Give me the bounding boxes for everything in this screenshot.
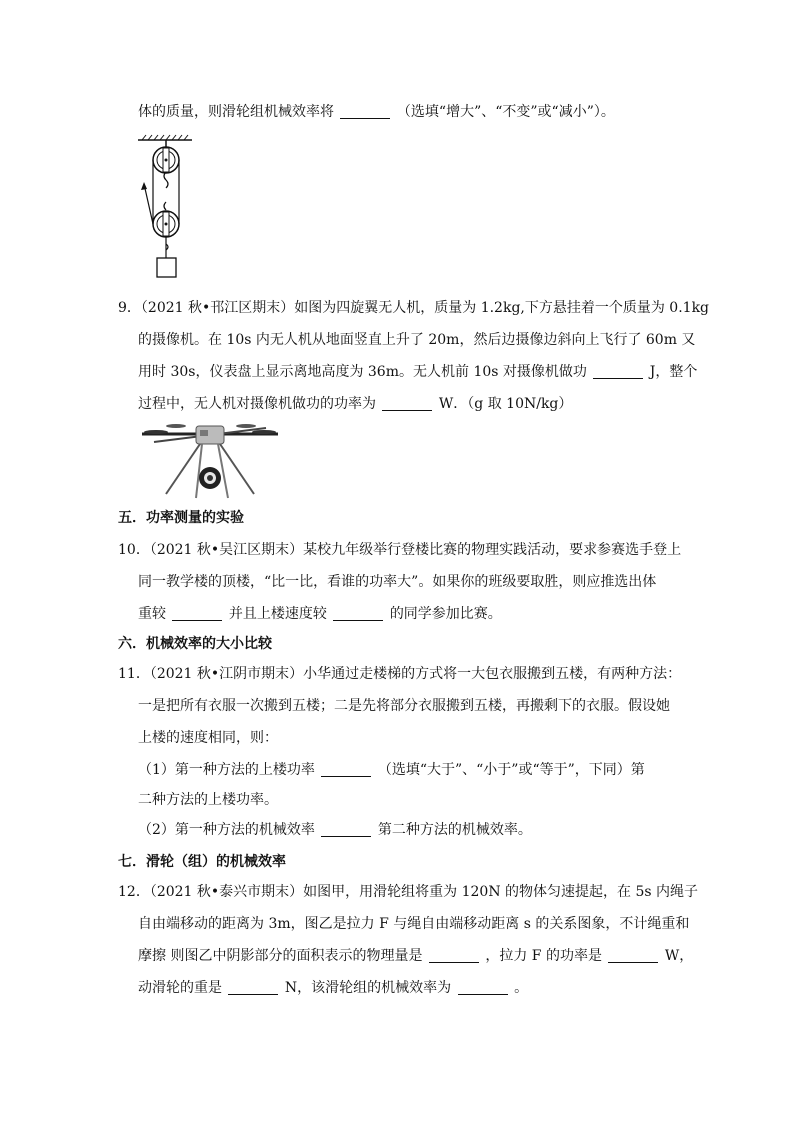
q9-line-4-pre: 过程中，无人机对摄像机做功的功率为 (138, 396, 376, 412)
q9-line-4 (138, 394, 572, 414)
q11-power-blank[interactable] (321, 762, 371, 777)
q12-line-3-b: ，拉力 F 的功率是 (485, 948, 602, 964)
q12-shaded-area-blank[interactable] (429, 948, 479, 963)
q9-line-3-pre: 用时 30s，仪表盘上显示离地高度为 36m。无人机前 10s 对摄像机做功 (138, 364, 587, 380)
q11-line-6 (138, 820, 532, 840)
q12-efficiency-blank[interactable] (458, 980, 508, 995)
q8-text-post: （选填“增大”、“不变”或“减小”）。 (396, 104, 615, 120)
q12-power-blank[interactable] (608, 948, 658, 963)
q12-line-2: 自由端移动的距离为 3m，图乙是拉力 F 与绳自由端移动距离 s 的关系图象，不计绳重和 (138, 916, 690, 932)
section-6-heading: 六．机械效率的大小比较 (118, 636, 272, 652)
q11-line-6-pre: （2）第一种方法的机械效率 (138, 822, 315, 838)
q9-line-4-post: W．（g 取 10N/kg） (438, 396, 573, 412)
q12-line-1: 12．（2021 秋•泰兴市期末）如图甲，用滑轮组将重为 120N 的物体匀速提起，在 5s 内绳子 (118, 884, 699, 900)
q11-line-4 (138, 760, 645, 780)
q12-line-3-c: W， (664, 948, 694, 964)
q11-line-6-post: 第二种方法的机械效率。 (377, 822, 532, 838)
q9-line-3 (138, 362, 697, 382)
q11-line-5: 二种方法的上楼功率。 (138, 792, 278, 808)
q10-line-3 (138, 604, 502, 624)
q12-line-4-c: 。 (514, 980, 529, 996)
section-7-heading: 七．滑轮（组）的机械效率 (118, 854, 286, 870)
q10-weight-blank[interactable] (172, 606, 222, 621)
q8-answer-blank[interactable] (340, 104, 390, 119)
q10-speed-blank[interactable] (333, 606, 383, 621)
q8-tail-line (138, 102, 615, 122)
q11-line-4-pre: （1）第一种方法的上楼功率 (138, 762, 315, 778)
q12-line-4-b: N，该滑轮组的机械效率为 (284, 980, 452, 996)
q11-line-4-post: （选填“大于”、“小于”或“等于”，下同）第 (377, 762, 645, 778)
q11-efficiency-blank[interactable] (321, 822, 371, 837)
q12-line-3-a: 摩擦 则图乙中阴影部分的面积表示的物理量是 (138, 948, 423, 964)
pulley-system-figure (136, 132, 206, 287)
drone-figure (136, 420, 284, 502)
q8-text-pre: 体的质量，则滑轮组机械效率将 (138, 104, 334, 120)
section-5-heading: 五．功率测量的实验 (118, 510, 244, 526)
q10-line-3-a: 重较 (138, 606, 166, 622)
q11-line-2: 一是把所有衣服一次搬到五楼；二是先将部分衣服搬到五楼，再搬剩下的衣服。假设她 (138, 698, 670, 714)
q10-line-1: 10．（2021 秋•吴江区期末）某校九年级举行登楼比赛的物理实践活动，要求参赛选手登上 (118, 542, 682, 558)
q10-line-3-b: 并且上楼速度较 (228, 606, 327, 622)
q9-power-blank[interactable] (382, 396, 432, 411)
q9-line-3-post: J，整个 (649, 364, 698, 380)
q12-line-3 (138, 946, 693, 966)
q11-line-3: 上楼的速度相同，则： (138, 730, 278, 746)
q9-line-1: 9．（2021 秋•邗江区期末）如图为四旋翼无人机，质量为 1.2kg,下方悬挂着一个质量为 0.1kg (118, 300, 710, 316)
q9-work-blank[interactable] (593, 364, 643, 379)
q10-line-2: 同一教学楼的顶楼，“比一比，看谁的功率大”。如果你的班级要取胜，则应推选出体 (138, 574, 657, 590)
q12-line-4-a: 动滑轮的重是 (138, 980, 222, 996)
q9-line-2: 的摄像机。在 10s 内无人机从地面竖直上升了 20m，然后边摄像边斜向上飞行了 60m 又 (138, 332, 696, 348)
q12-pulley-weight-blank[interactable] (228, 980, 278, 995)
q12-line-4 (138, 978, 528, 998)
q10-line-3-c: 的同学参加比赛。 (389, 606, 502, 622)
q11-line-1: 11．（2021 秋•江阴市期末）小华通过走楼梯的方式将一大包衣服搬到五楼，有两种方法： (118, 666, 682, 682)
